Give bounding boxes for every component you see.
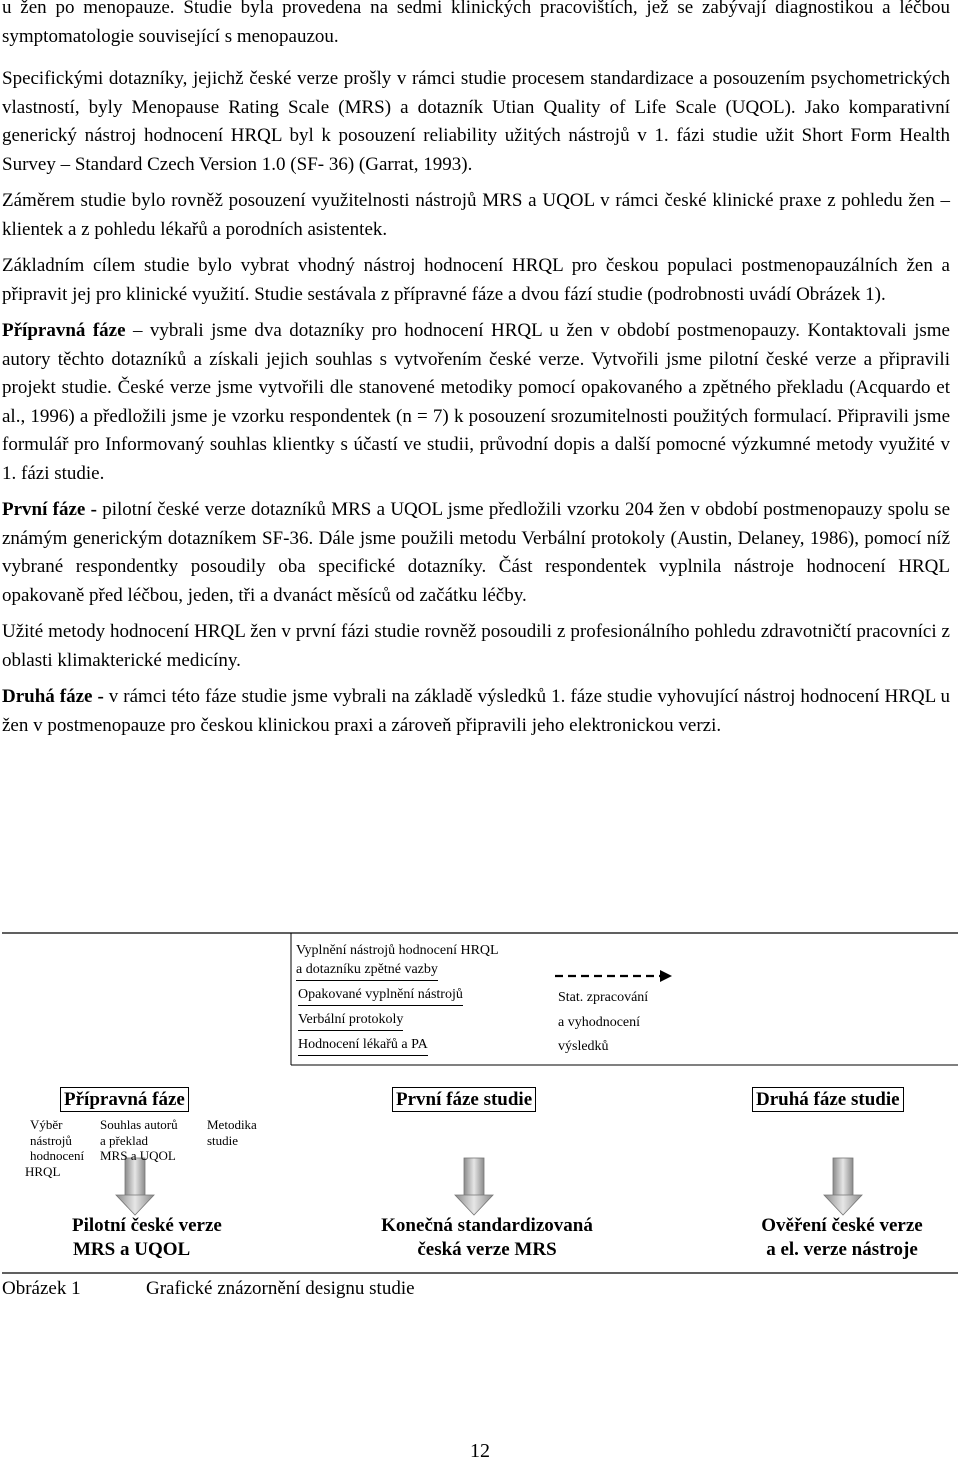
phase-first-heading: První fáze studie — [392, 1087, 536, 1112]
stat-line: Stat. zpracování — [558, 990, 649, 1005]
paragraph: Záměrem studie bylo rovněž posouzení využitelnosti nástrojů MRS a UQOL v rámci české klinické praxe z pohledu žen – klientek a z pohledu lékařů a porodních asistentek. — [2, 190, 950, 240]
prep-step-line: hodnocení — [30, 1148, 85, 1163]
paragraph: Základním cílem studie bylo vybrat vhodný nástroj hodnocení HRQL pro českou populaci postmenopauzálních žen a připravit jej pro klinické využití. Studie sestávala z přípravné fáze a dvou fází studie (podrobnosti uvádí Obrázek 1). — [2, 255, 950, 305]
stat-line: výsledků — [558, 1039, 609, 1054]
top-box-line: a dotazníku zpětné vazby — [296, 960, 438, 981]
prep-step-line: Výběr — [30, 1117, 63, 1132]
outcome-line: česká verze MRS — [417, 1239, 557, 1260]
stat-line: a vyhodnocení — [558, 1014, 641, 1030]
phase-second-heading: Druhá fáze studie — [752, 1087, 904, 1112]
prep-step-line: studie — [207, 1132, 239, 1148]
prep-step-methodology — [207, 1117, 257, 1148]
second-outcome — [732, 1214, 952, 1262]
top-box-item: Verbální protokoly — [298, 1010, 403, 1031]
prep-step-line: HRQL — [25, 1163, 61, 1179]
study-design-diagram — [0, 925, 960, 1275]
prep-step-selection — [22, 1117, 84, 1179]
paragraph-body: pilotní české verze dotazníků MRS a UQOL jsme předložili vzorku 204 žen v období postmenopauzy spolu se známým generickým dotazníkem SF-36. Dále jsme použili metodu Verbální protokoly (Austin, Delaney, 1986), pomocí níž vybrané respondentky posoudily oba specifické dotazníky. Část respondentek vyplnila nástroje hodnocení HRQL opakovaně před léčbou, jeden, tři a dvanáct měsíců od začátku léčby. — [2, 499, 951, 606]
top-box-item: Opakované vyplnění nástrojů — [298, 985, 463, 1006]
prep-step-line: nástrojů — [30, 1132, 72, 1148]
prep-step-consent — [100, 1117, 178, 1164]
first-outcome — [352, 1214, 622, 1262]
paragraph — [2, 317, 950, 488]
prep-step-line: Souhlas autorů — [100, 1117, 178, 1132]
outcome-line: Pilotní české verze — [72, 1215, 222, 1236]
down-arrow-icon — [116, 1158, 154, 1215]
prep-step-line: MRS a UQOL — [100, 1148, 176, 1163]
outcome-line: a el. verze nástroje — [766, 1239, 918, 1260]
down-arrow-icon — [455, 1158, 493, 1215]
paragraph — [2, 496, 950, 610]
top-box-item: Hodnocení lékařů a PA — [298, 1035, 428, 1056]
paragraph-body: – vybrali jsme dva dotazníky pro hodnocení HRQL u žen v období postmenopauzy. Kontaktovali jsme autory těchto dotazníků a získali jejich souhlas s vytvořením české verze. Vytvořili jsme pilotní české verze a připravili projekt studie. České verze jsme vytvořili dle stanovené metodiky pomocí opakovaného a zpětného překladu (Acquardo et al., 1996) a předložili jsme je vzorku respondentek (n = 7) k posouzení srozumitelnosti použitých formulací. Připravili jsme formulář pro Informovaný souhlas klientky s účastí ve studii, průvodní dopis a další pomocné výzkumné metody využité v 1. fázi studie. — [2, 320, 950, 484]
prep-step-line: Metodika — [207, 1117, 257, 1132]
figure-caption-text: Grafické znázornění designu studie — [146, 1278, 415, 1299]
prep-step-line: a překlad — [100, 1132, 149, 1148]
body-text — [2, 0, 950, 748]
paragraph-heading: Druhá fáze - — [2, 686, 104, 707]
paragraph — [2, 683, 950, 740]
top-box-heading — [296, 941, 499, 981]
phase-prep-heading: Přípravná fáze — [60, 1087, 189, 1112]
prep-outcome — [52, 1214, 272, 1262]
arrow-head — [660, 970, 672, 982]
paragraph: Specifickými dotazníky, jejichž české verze prošly v rámci studie procesem standardizace a posouzením psychometrických vlastností, byly Menopause Rating Scale (MRS) a dotazník Utian Quality of Life Scale (UQOL). Jako komparativní generický nástroj hodnocení HRQL byl k posouzení reliability užitých nástrojů v 1. fázi studie užit Short Form Health Survey – Standard Czech Version 1.0 (SF- 36) (Garrat, 1993). — [2, 68, 950, 175]
outcome-line: Ověření české verze — [761, 1215, 923, 1236]
outcome-line: MRS a UQOL — [73, 1239, 191, 1260]
paragraph-heading: Přípravná fáze — [2, 320, 126, 341]
paragraph: u žen po menopauze. Studie byla provedena na sedmi klinických pracovištích, jež se zabývají diagnostikou a léčbou symptomatologie související s menopauzou. — [2, 0, 950, 47]
stat-evaluation — [558, 986, 648, 1060]
page-number: 12 — [470, 1440, 490, 1462]
paragraph: Užité metody hodnocení HRQL žen v první fázi studie rovněž posoudili z profesionálního pohledu zdravotničtí pracovníci z oblasti klimakterické medicíny. — [2, 621, 950, 671]
paragraph-body: v rámci této fáze studie jsme vybrali na základě výsledků 1. fáze studie vyhovující nástroj hodnocení HRQL u žen v postmenopauze pro českou klinickou praxi a zároveň připravili jeho elektronickou verzi. — [2, 686, 950, 736]
top-box-line: Vyplnění nástrojů hodnocení HRQL — [296, 943, 499, 958]
figure-caption-label: Obrázek 1 — [2, 1278, 81, 1299]
paragraph-heading: První fáze - — [2, 499, 97, 520]
outcome-line: Konečná standardizovaná — [381, 1215, 593, 1236]
down-arrow-icon — [824, 1158, 862, 1215]
